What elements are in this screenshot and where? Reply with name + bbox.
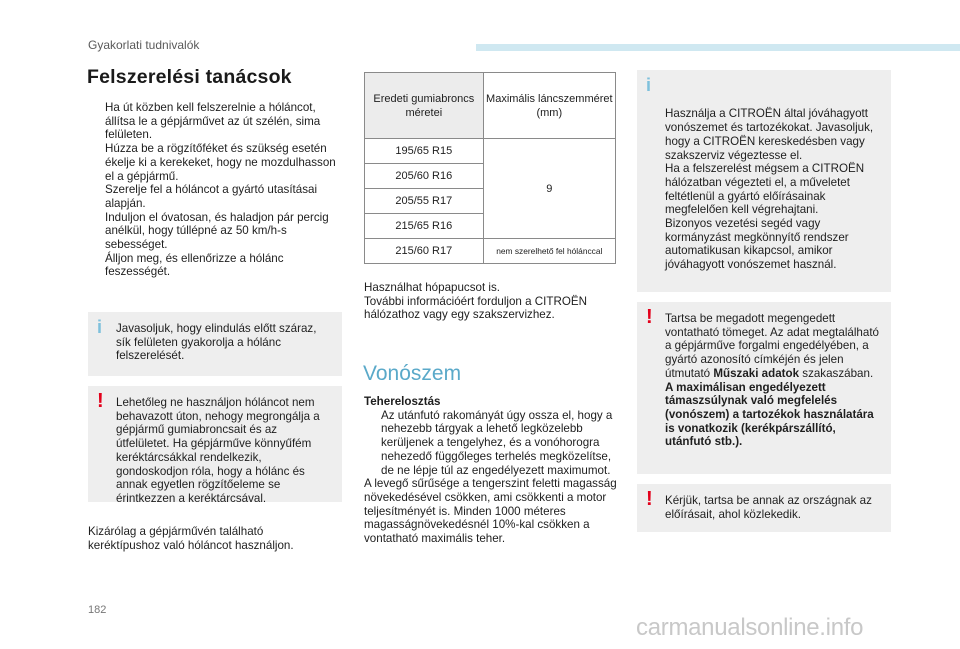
table-cell: 195/65 R15 [365,139,484,164]
table-cell: 215/60 R17 [365,239,484,264]
warning-note: ! Kérjük, tartsa be annak az országnak az előírásait, ahol közlekedik. [637,484,891,532]
air-density-text: A levegő sűrűsége a tengerszint feletti magasság növekedésével csökken, ami csökkenti a motor teljesítményét is. Minden 1000 méteres magasságnövekedésnél 10%-kal csökken a vontatható maximális teher. [364,477,617,546]
bullet-icon [88,101,105,142]
table-cell: nem szerelhető fel hólánccal [483,239,615,264]
list-item: Szerelje fel a hóláncot a gyártó utasításai alapján. [88,183,338,210]
list-item: Húzza be a rögzítőféket és szükség esetén ékelje ki a kerekeket, hogy ne mozdulhasson el a gépjármű. [88,142,338,183]
left-footer-text: Kizárólag a gépjárművén található keréktípushoz való hóláncot használjon. [88,525,294,552]
list-item: Ha út közben kell felszerelnie a hóláncot, állítsa le a gépjárművet az út szélén, sima felületen. [88,101,338,142]
section-label: Gyakorlati tudnivalók [88,38,200,52]
weight-heading: Teherelosztás [364,395,441,408]
info-icon: i [97,317,103,337]
list-item: Az utánfutó rakományát úgy ossza el, hogy a nehezebb tárgyak a lehető legközelebb kerüljenek a tengelyhez, és a vonóhorogra nehezedő függőleges terhelés megközelítse, de ne lépje túl az engedélyezett maximumot. [364,409,618,478]
warning-icon: ! [97,390,104,412]
watermark: carmanualsonline.info [636,614,864,641]
weight-section [364,395,618,546]
tow-heading: Vonószem [363,362,462,385]
bullet-icon [88,252,105,279]
after-table-text: Használhat hópapucsot is. További információért forduljon a CITROËN hálózathoz vagy egy szakszervizhez. [364,281,587,322]
header-bar [476,44,960,51]
bullet-icon [88,142,105,183]
warning-note: ! Tartsa be megadott megengedett vontatható tömeget. Az adat megtalálható a gépjárműve forgalmi engedélyében, a gyártó azonosító címkéjén és jelen útmutató Műszaki adatok szakaszában. A maximálisan engedélyezett támaszsúlynak való megfelelés (vonószem) a tartozékok használatára is vonatkozik (kerékpárszállító, utánfutó stb.). [637,302,891,474]
page-title: Felszerelési tanácsok [87,66,292,88]
info-icon: i [646,75,652,95]
bullet-icon [364,409,381,478]
table-cell: 205/60 R16 [365,164,484,189]
bullet-icon [88,211,105,252]
warning-note: ! Lehetőleg ne használjon hóláncot nem behavazott úton, nehogy megrongálja a gépjármű gumiabroncsait és az útfelületet. Ha gépjárműve könnyűfém keréktárcsákkal rendelkezik, gondoskodjon róla, hogy a hólánc és annak egyetlen rögzítőeleme se érintkezzen a keréktárcsával. [88,386,342,502]
table-cell: 205/55 R17 [365,189,484,214]
list-item: Álljon meg, és ellenőrizze a hólánc feszességét. [88,252,338,279]
table-cell: 215/65 R16 [365,214,484,239]
table-cell-merged: 9 [483,139,615,239]
install-steps [88,101,338,279]
table-header: Maximális láncszemméret (mm) [483,73,615,139]
bullet-icon [88,183,105,210]
list-item: Induljon el óvatosan, és haladjon pár percig anélkül, hogy túllépné az 50 km/h-s sebességet. [88,211,338,252]
warning-icon: ! [646,488,653,510]
page-number: 182 [88,604,107,616]
info-note: i Használja a CITROËN által jóváhagyott vonószemet és tartozékokat. Javasoljuk, hogy a CITROËN kereskedésben vagy szakszerviz végeztesse el. Ha a felszerelést mégsem a CITROËN hálózatban végezteti el, a műveletet feltétlenül a gyártó előírásainak megfelelően kell végrehajtani. Bizonyos vezetési segéd vagy kormányzást megkönnyítő rendszer automatikusan kikapcsol, amikor jóváhagyott vonószemet használ. [637,70,891,292]
chain-size-table [364,72,616,264]
warning-icon: ! [646,306,653,328]
info-note: i Javasoljuk, hogy elindulás előtt száraz, sík felületen gyakorolja a hólánc felszerelését. [88,312,342,376]
table-header: Eredeti gumiabroncs méretei [365,73,484,139]
